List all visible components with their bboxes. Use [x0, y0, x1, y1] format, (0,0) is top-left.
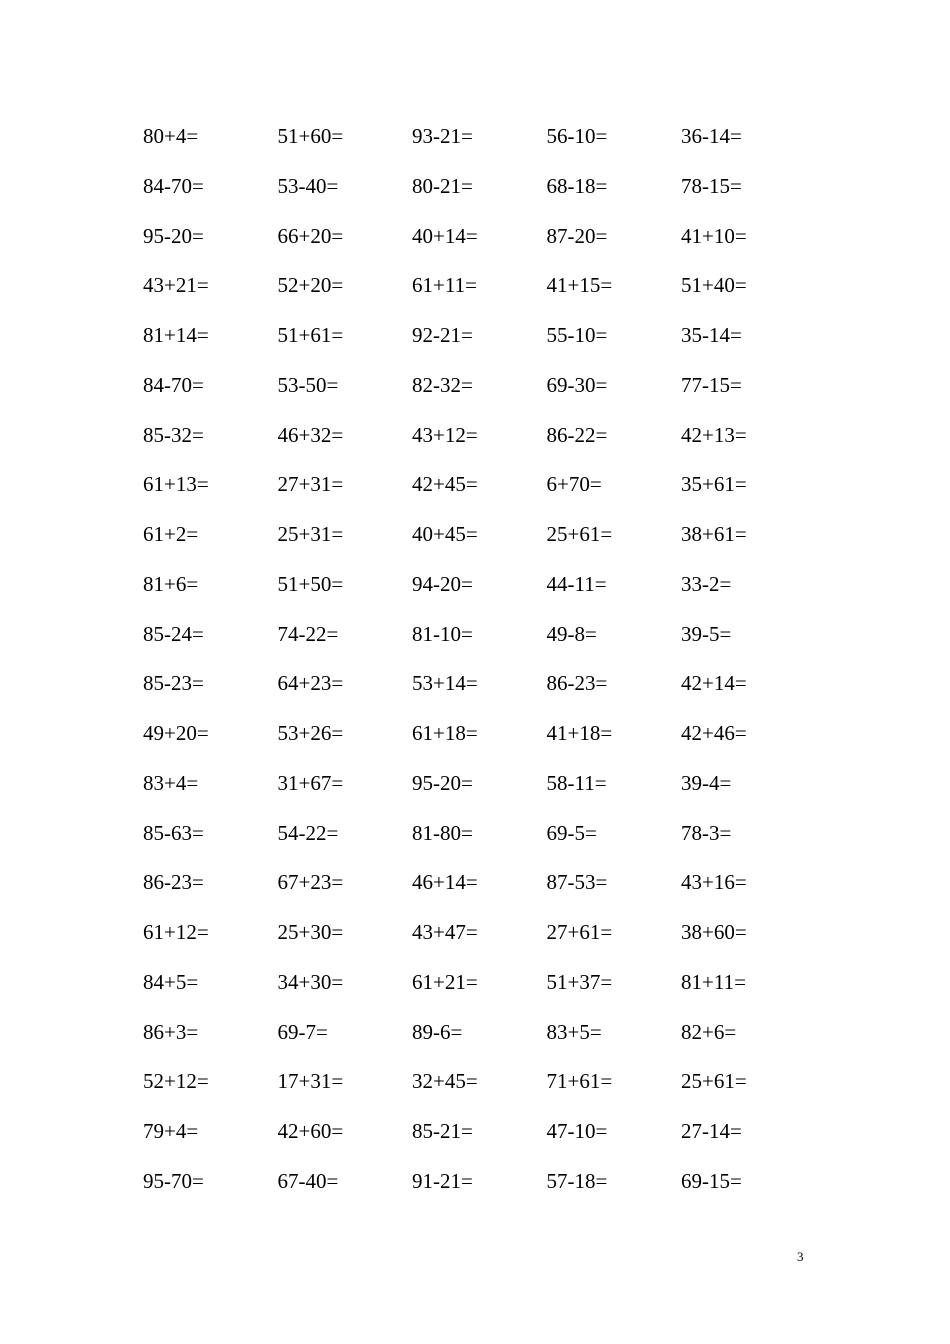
arithmetic-problem: 61+11=: [412, 273, 477, 298]
arithmetic-problem: 81-80=: [412, 820, 473, 845]
arithmetic-problem: 51+37=: [546, 969, 613, 994]
arithmetic-problem: 69-5=: [546, 820, 597, 845]
arithmetic-problem: 42+13=: [681, 422, 747, 447]
arithmetic-problem: 41+18=: [546, 721, 613, 745]
arithmetic-problem: 43+21=: [143, 273, 209, 298]
arithmetic-problem: 34+30=: [277, 969, 344, 994]
problem-row: [143, 368, 823, 418]
arithmetic-problem: 82+6=: [681, 1019, 737, 1044]
arithmetic-problem: 77-15=: [681, 372, 742, 397]
arithmetic-problem: 27-14=: [681, 1119, 742, 1143]
arithmetic-problem: 25+31=: [277, 522, 344, 546]
arithmetic-problem: 6+70=: [546, 472, 602, 497]
arithmetic-problem: 71+61=: [546, 1069, 613, 1094]
arithmetic-problem: 17+31=: [277, 1069, 344, 1094]
arithmetic-problem: 47-10=: [546, 1119, 608, 1143]
arithmetic-problem: 43+47=: [412, 920, 478, 944]
arithmetic-problem: 39-4=: [681, 770, 732, 795]
arithmetic-problem: 95-20=: [143, 223, 204, 248]
problem-row: [143, 816, 823, 866]
arithmetic-problem: 43+12=: [412, 422, 478, 447]
arithmetic-problem: 81+6=: [143, 571, 199, 596]
arithmetic-problem: 46+32=: [277, 422, 344, 447]
arithmetic-problem: 58-11=: [546, 770, 607, 795]
arithmetic-problem: 86-23=: [546, 671, 608, 696]
arithmetic-problem: 78-15=: [681, 173, 742, 198]
arithmetic-problem: 41+10=: [681, 223, 747, 248]
arithmetic-problem: 56-10=: [546, 124, 608, 148]
arithmetic-problem: 46+14=: [412, 870, 478, 895]
arithmetic-problem: 51+40=: [681, 273, 747, 298]
problem-row: [143, 318, 823, 368]
arithmetic-problem: 86+3=: [143, 1019, 199, 1044]
arithmetic-problem: 57-18=: [546, 1168, 608, 1193]
arithmetic-problem: 93-21=: [412, 124, 473, 148]
arithmetic-problem: 67-40=: [277, 1168, 339, 1193]
arithmetic-problem: 40+45=: [412, 522, 478, 546]
problem-row: [143, 766, 823, 816]
problem-row: [143, 965, 823, 1015]
arithmetic-problem: 89-6=: [412, 1019, 463, 1044]
arithmetic-problem: 82-32=: [412, 372, 473, 397]
problem-row: [143, 1114, 823, 1164]
problem-row: [143, 617, 823, 667]
arithmetic-problem: 83+5=: [546, 1019, 602, 1044]
arithmetic-problem: 61+18=: [412, 721, 478, 745]
problem-row: [143, 1064, 823, 1114]
arithmetic-problem: 69-30=: [546, 372, 608, 397]
arithmetic-problem: 80-21=: [412, 173, 473, 198]
arithmetic-problem: 41+15=: [546, 273, 613, 298]
arithmetic-problem: 81-10=: [412, 621, 473, 646]
arithmetic-problem: 84-70=: [143, 372, 204, 397]
arithmetic-problem: 51+60=: [277, 124, 344, 148]
arithmetic-problem: 32+45=: [412, 1069, 478, 1094]
arithmetic-problem: 51+61=: [277, 323, 344, 347]
arithmetic-problem: 43+16=: [681, 870, 747, 895]
arithmetic-problem: 87-53=: [546, 870, 608, 895]
arithmetic-problem: 38+60=: [681, 920, 747, 944]
arithmetic-problem: 91-21=: [412, 1168, 473, 1193]
arithmetic-problem: 39-5=: [681, 621, 732, 646]
arithmetic-problem: 61+12=: [143, 920, 209, 944]
arithmetic-problem: 94-20=: [412, 571, 473, 596]
arithmetic-problem: 95-20=: [412, 770, 473, 795]
arithmetic-problem: 31+67=: [277, 770, 344, 795]
arithmetic-problem: 95-70=: [143, 1168, 204, 1193]
arithmetic-problem: 85-23=: [143, 671, 204, 696]
problem-row: [143, 865, 823, 915]
problem-row: [143, 716, 823, 766]
problem-row: [143, 268, 823, 318]
arithmetic-problem: 27+31=: [277, 472, 344, 497]
arithmetic-problem: 81+14=: [143, 323, 209, 347]
arithmetic-problem: 85-63=: [143, 820, 204, 845]
arithmetic-problem: 42+60=: [277, 1119, 344, 1143]
arithmetic-problem: 61+2=: [143, 522, 199, 546]
problem-row: [143, 418, 823, 468]
arithmetic-problem: 35+61=: [681, 472, 747, 497]
arithmetic-problem: 67+23=: [277, 870, 344, 895]
arithmetic-problem: 51+50=: [277, 571, 344, 596]
problem-row: [143, 1015, 823, 1065]
arithmetic-problem: 25+30=: [277, 920, 344, 944]
arithmetic-problem: 69-15=: [681, 1168, 742, 1193]
arithmetic-problem: 55-10=: [546, 323, 608, 347]
arithmetic-problem: 25+61=: [546, 522, 613, 546]
arithmetic-problem: 54-22=: [277, 820, 339, 845]
arithmetic-problem: 85-21=: [412, 1119, 473, 1143]
arithmetic-problem: 64+23=: [277, 671, 344, 696]
arithmetic-problem: 42+46=: [681, 721, 747, 745]
arithmetic-problem: 42+45=: [412, 472, 478, 497]
arithmetic-problem: 38+61=: [681, 522, 747, 546]
arithmetic-problem: 33-2=: [681, 571, 732, 596]
arithmetic-problem: 84-70=: [143, 173, 204, 198]
arithmetic-problem: 78-3=: [681, 820, 732, 845]
arithmetic-problem: 79+4=: [143, 1119, 199, 1143]
problem-row: [143, 219, 823, 269]
problem-row: [143, 169, 823, 219]
arithmetic-problem: 53-40=: [277, 173, 339, 198]
arithmetic-problem: 53+14=: [412, 671, 478, 696]
arithmetic-problem: 83+4=: [143, 770, 199, 795]
problem-row: [143, 119, 823, 169]
arithmetic-problem: 86-22=: [546, 422, 608, 447]
arithmetic-problem: 40+14=: [412, 223, 478, 248]
arithmetic-problem: 61+13=: [143, 472, 209, 497]
problem-row: [143, 567, 823, 617]
arithmetic-problem: 52+20=: [277, 273, 344, 298]
arithmetic-problem: 49-8=: [546, 621, 597, 646]
arithmetic-problem: 49+20=: [143, 721, 209, 745]
arithmetic-problem: 52+12=: [143, 1069, 209, 1094]
arithmetic-problem: 27+61=: [546, 920, 613, 944]
problem-row: [143, 915, 823, 965]
problem-row: [143, 1164, 823, 1214]
arithmetic-problem: 53+26=: [277, 721, 344, 745]
arithmetic-problem: 87-20=: [546, 223, 608, 248]
arithmetic-problem: 92-21=: [412, 323, 473, 347]
problem-row: [143, 666, 823, 716]
arithmetic-problem: 61+21=: [412, 969, 478, 994]
problem-row: [143, 517, 823, 567]
arithmetic-problem: 84+5=: [143, 969, 199, 994]
arithmetic-problem: 74-22=: [277, 621, 339, 646]
problem-row: [143, 467, 823, 517]
arithmetic-problem: 25+61=: [681, 1069, 747, 1094]
arithmetic-problem: 36-14=: [681, 124, 742, 148]
page-number: 3: [797, 1249, 804, 1264]
arithmetic-problem-grid: [143, 119, 823, 1214]
arithmetic-problem: 42+14=: [681, 671, 747, 696]
arithmetic-problem: 44-11=: [546, 571, 607, 596]
arithmetic-problem: 66+20=: [277, 223, 344, 248]
arithmetic-problem: 53-50=: [277, 372, 339, 397]
arithmetic-problem: 85-32=: [143, 422, 204, 447]
arithmetic-problem: 68-18=: [546, 173, 608, 198]
arithmetic-problem: 86-23=: [143, 870, 204, 895]
arithmetic-problem: 69-7=: [277, 1019, 328, 1044]
arithmetic-problem: 81+11=: [681, 969, 746, 994]
arithmetic-problem: 35-14=: [681, 323, 742, 347]
arithmetic-problem: 85-24=: [143, 621, 204, 646]
arithmetic-problem: 80+4=: [143, 124, 199, 148]
